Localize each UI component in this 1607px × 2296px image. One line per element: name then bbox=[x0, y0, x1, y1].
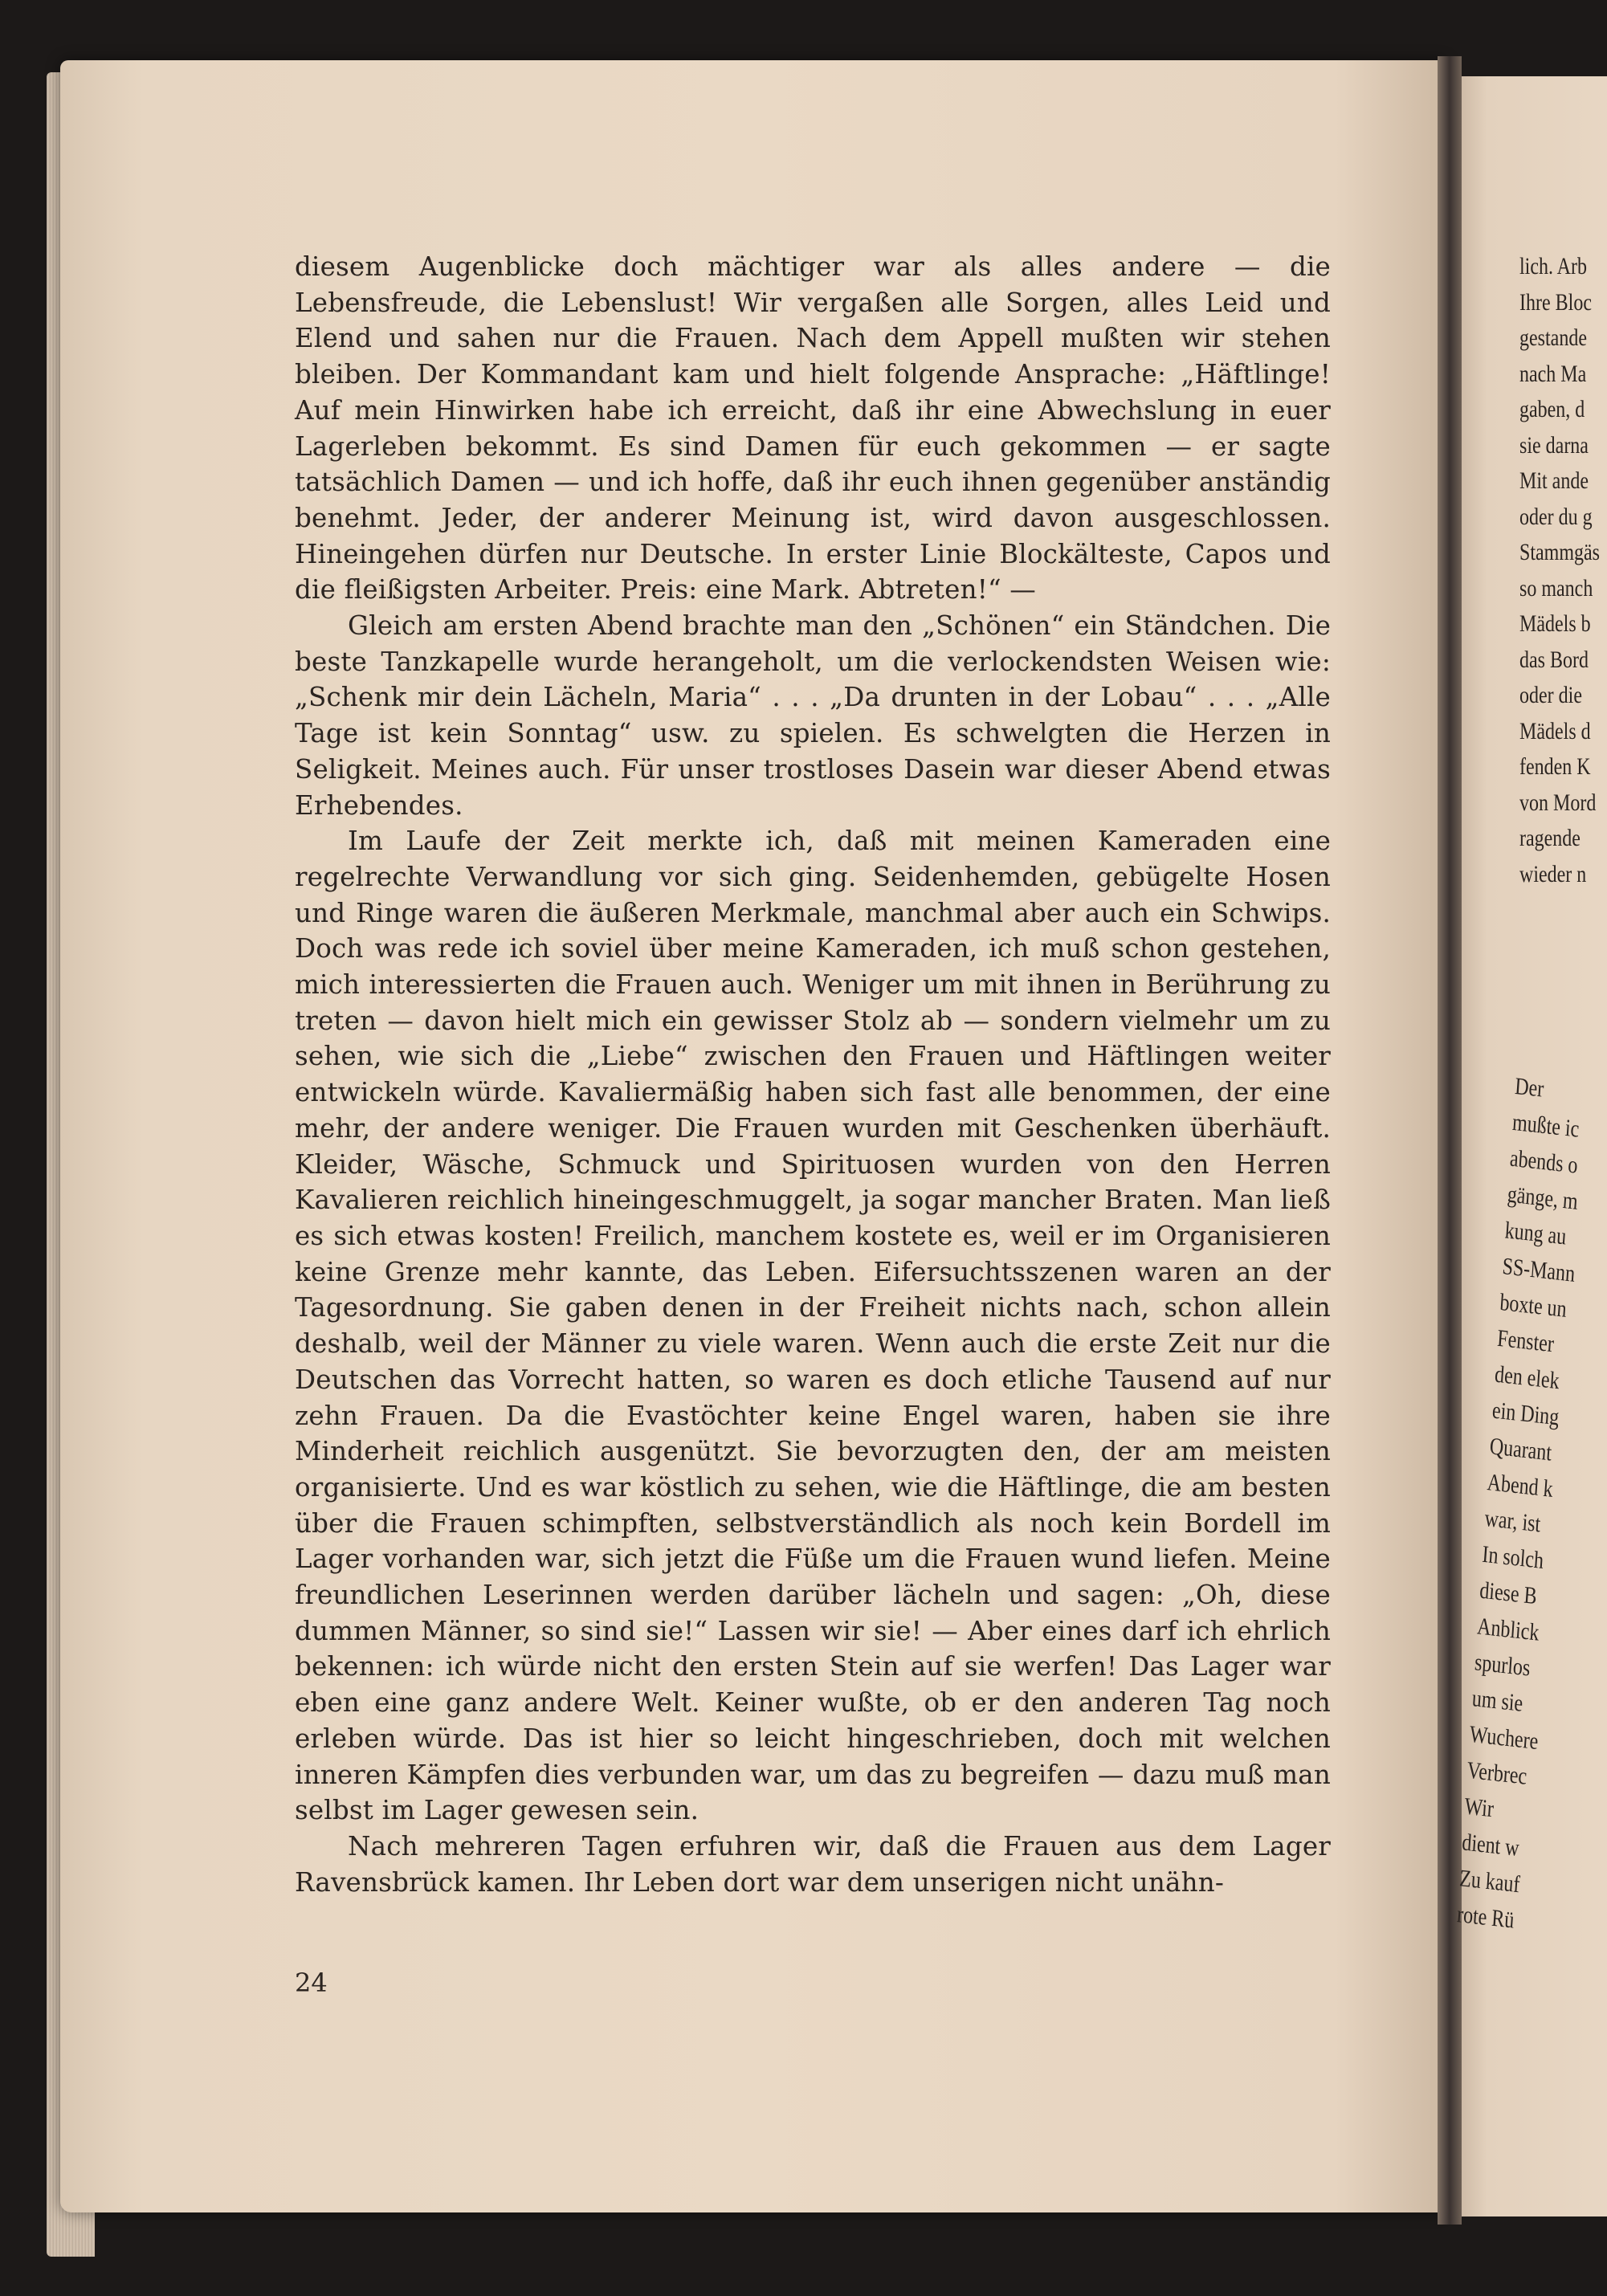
right-page-line: Abend k bbox=[1486, 1469, 1554, 1503]
right-page-line: boxte un bbox=[1499, 1288, 1568, 1323]
right-page-line: gaben, d bbox=[1519, 396, 1585, 422]
right-page-line: Fenster bbox=[1496, 1324, 1556, 1358]
right-page-line: rote Rü bbox=[1456, 1901, 1515, 1934]
right-page-line: Der bbox=[1514, 1072, 1545, 1103]
right-page-line: von Mord bbox=[1519, 789, 1597, 816]
right-page-line: oder die bbox=[1519, 682, 1582, 708]
right-page-line: Mit ande bbox=[1519, 467, 1589, 494]
right-page-line: Wir bbox=[1463, 1792, 1495, 1823]
right-page-line: diese B bbox=[1479, 1576, 1538, 1610]
paragraph: Gleich am ersten Abend brachte man den „Schönen“ ein Ständchen. Die beste Tanzkapelle wurde herangeholt, um die verlockendsten Weisen wie: „Schenk mir dein Lächeln, Maria“ . . . „Da drunten in der Lobau“ . . . „Alle Tage ist kein Sonntag“ usw. zu spielen. Es schwelgten die Herzen in Seligkeit. Meines auch. Für unser trostloses Dasein war dieser Abend etwas Erhebendes. bbox=[295, 610, 1331, 821]
paragraph: diesem Augenblicke doch mächtiger war als alles andere — die Lebensfreude, die Lebenslust! Wir vergaßen alle Sorgen, alles Leid und Elend und sahen nur die Frauen. Nach dem Appell mußten wir stehen bleiben. Der Kommandant kam und hielt folgende Ansprache: „Häftlinge! Auf mein Hinwirken habe ich erreicht, daß ihr eine Abwechslung in euer Lagerleben bekommt. Es sind Damen für euch gekommen — er sagte tatsächlich Damen — und ich hoffe, daß ihr euch ihnen gegenüber anständig benehmt. Jeder, der anderer Meinung ist, wird davon ausgeschlossen. Hineingehen dürfen nur Deutsche. In erster Linie Blockälteste, Capos und die fleißigsten Arbeiter. Preis: eine Mark. Abtreten!“ — bbox=[295, 251, 1331, 606]
right-page-line: Quarant bbox=[1488, 1433, 1553, 1466]
right-page-line: war, ist bbox=[1483, 1504, 1542, 1538]
right-page-line: Zu kauf bbox=[1458, 1865, 1521, 1898]
right-page-line: In solch bbox=[1481, 1540, 1545, 1574]
right-page-line: gestande bbox=[1519, 324, 1587, 351]
right-page-line: um sie bbox=[1470, 1685, 1524, 1717]
paragraph: Nach mehreren Tagen erfuhren wir, daß die Frauen aus dem Lager Ravensbrück kamen. Ihr Leben dort war dem unserigen nicht unähn- bbox=[295, 1830, 1331, 1898]
right-page-line: ragende bbox=[1519, 825, 1580, 851]
right-page-line: fenden K bbox=[1519, 753, 1591, 780]
right-page-line: Stammgäs bbox=[1519, 539, 1600, 565]
right-page-line: Mädels d bbox=[1519, 717, 1591, 744]
right-page-line: oder du g bbox=[1519, 503, 1593, 530]
right-page-line: Wuchere bbox=[1468, 1720, 1540, 1756]
right-page-text-top bbox=[1519, 249, 1607, 892]
right-page-line: dient w bbox=[1461, 1829, 1520, 1862]
right-page-line: nach Ma bbox=[1519, 360, 1587, 387]
paragraph: Im Laufe der Zeit merkte ich, daß mit meinen Kameraden eine regelrechte Verwandlung vor sich ging. Seidenhemden, gebügelte Hosen und Ringe waren die äußeren Merkmale, manchmal aber auch ein Schwips. Doch was rede ich soviel über meine Kameraden, ich muß schon gestehen, mich interessierten die Frauen auch. Weniger um mit ihnen in Berührung zu treten — davon hielt mich ein gewisser Stolz ab — sondern vielmehr um zu sehen, wie sich die „Liebe“ zwischen den Frauen und Häftlingen weiter entwickeln würde. Kavaliermäßig haben sich fast alle benommen, der eine mehr, der andere weniger. Die Frauen wurden mit Geschenken überhäuft. Kleider, Wäsche, Schmuck und Spirituosen wurden von den Herren Kavalieren reichlich hineingeschmuggelt, ja sogar mancher Braten. Man ließ es sich etwas kosten! Freilich, manchem kostete es, weil er im Organisieren keine Grenze mehr kannte, das Leben. Eifersuchtsszenen waren an der Tagesordnung. Sie gaben denen in der Freiheit nichts nach, schon allein deshalb, weil der Männer zu viele waren. Wenn auch die erste Zeit nur die Deutschen das Vorrecht hatten, so waren es doch etliche Tausend auf nur zehn Frauen. Da die Evastöchter keine Engel waren, haben sie ihre Minderheit reichlich ausgenützt. Sie bevorzugten den, der am meisten organisierte. Und es war köstlich zu sehen, wie die Häftlinge, die am besten über die Frauen schimpften, selbstverständlich als noch kein Bordell im Lager vorhanden war, sich jetzt die Füße um die Frauen wund liefen. Meine freundlichen Leserinnen werden darüber lächeln und sagen: „Oh, diese dummen Männer, so sind sie!“ Lassen wir sie! — Aber eines darf ich ehrlich bekennen: ich würde nicht den ersten Stein auf sie werfen! Das Lager war eben eine ganz andere Welt. Keiner wußte, ob er den anderen Tag noch erleben würde. Das ist hier so leicht hingeschrieben, doch mit welchen inneren Kämpfen dies verbunden war, um das zu begreifen — dazu muß man selbst im Lager gewesen sein. bbox=[295, 826, 1331, 1826]
right-page-line: SS-Mann bbox=[1501, 1253, 1576, 1287]
right-page-line: Anblick bbox=[1476, 1613, 1540, 1646]
main-text bbox=[295, 249, 1331, 1900]
right-page-line: spurlos bbox=[1474, 1649, 1532, 1682]
page-number: 24 bbox=[295, 1968, 328, 1998]
right-page-line: den elek bbox=[1494, 1360, 1560, 1395]
right-page-line: ein Ding bbox=[1491, 1397, 1560, 1431]
right-page-line: Ihre Bloc bbox=[1519, 288, 1592, 316]
right-page-line: wieder n bbox=[1519, 860, 1587, 887]
right-page-line: abends o bbox=[1509, 1144, 1579, 1179]
right-page-line: das Bord bbox=[1519, 646, 1589, 673]
right-page-line: kung au bbox=[1503, 1217, 1568, 1250]
right-page-line: sie darna bbox=[1519, 431, 1589, 459]
right-page-line: gänge, m bbox=[1506, 1181, 1579, 1215]
right-page-line: lich. Arb bbox=[1519, 253, 1587, 279]
right-page-line: mußte ic bbox=[1511, 1108, 1580, 1143]
right-page-line: so manch bbox=[1519, 574, 1593, 602]
right-page-line: Mädels b bbox=[1519, 610, 1591, 637]
right-page-line: Verbrec bbox=[1466, 1756, 1528, 1790]
